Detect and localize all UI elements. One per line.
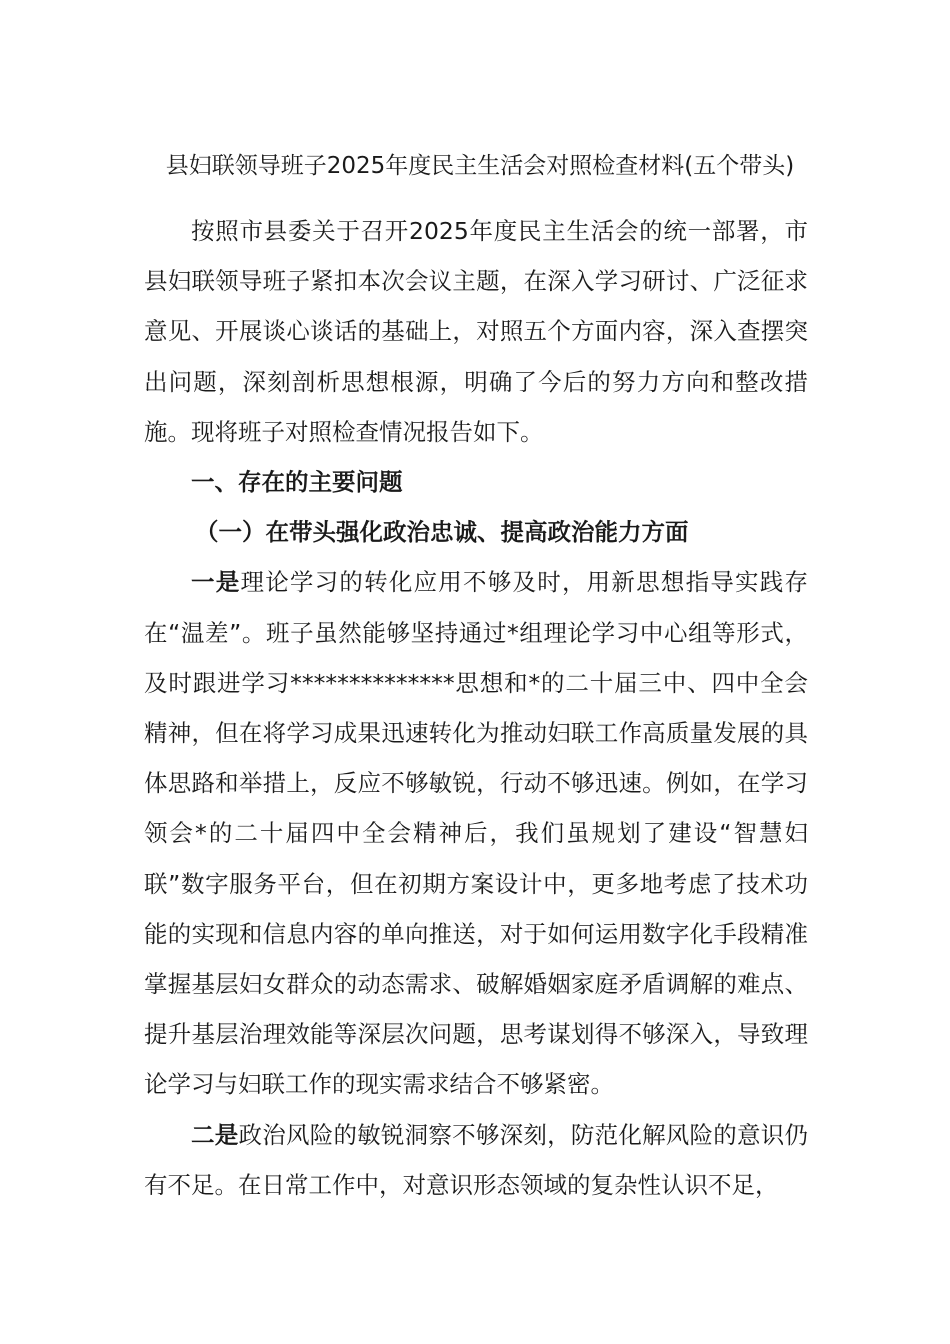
subsection-heading-political-loyalty: （一）在带头强化政治忠诚、提高政治能力方面 — [195, 518, 689, 547]
intro-paragraph: 按照市县委关于召开2025年度民主生活会的统一部署，市县妇联领导班子紧扣本次会议主题，在深入学习研讨、广泛征求意见、开展谈心谈话的基础上，对照五个方面内容，深入查摆突出问题，深刻剖析思想根源，明确了今后的努力方向和整改措施。现将班子对照检查情况报告如下。 — [144, 217, 808, 446]
document-title: 县妇联领导班子2025年度民主生活会对照检查材料(五个带头) — [165, 153, 795, 179]
document-body — [144, 206, 808, 1210]
problem-item-2-text: 政治风险的敏锐洞察不够深刻，防范化解风险的意识仍有不足。在日常工作中，对意识形态领域的复杂性认识不足， — [144, 1120, 809, 1199]
problem-item-1-text: 理论学习的转化应用不够及时，用新思想指导实践存在“温差”。班子虽然能够坚持通过*组理论学习中心组等形式，及时跟进学习**************思想和*的二十届三中、四中全会精神，但在将学习成果迅速转化为推动妇联工作高质量发展的具体思路和举措上，反应不够敏锐，行动不够迅速。例如，在学习领会*的二十届四中全会精神后，我们虽规划了建设“智慧妇联”数字服务平台，但在初期方案设计中，更多地考虑了技术功能的实现和信息内容的单向推送，对于如何运用数字化手段精准掌握基层妇女群众的动态需求、破解婚姻家庭矛盾调解的难点、提升基层治理效能等深层次问题，思考谋划得不够深入，导致理论学习与妇联工作的现实需求结合不够紧密。 — [144, 568, 809, 1099]
section-heading-problems: 一、存在的主要问题 — [191, 468, 403, 497]
problem-item-2-lead: 二是 — [191, 1120, 239, 1149]
problem-item-2 — [144, 1110, 808, 1210]
problem-item-1 — [144, 557, 808, 1109]
problem-item-1-lead: 一是 — [191, 568, 241, 597]
